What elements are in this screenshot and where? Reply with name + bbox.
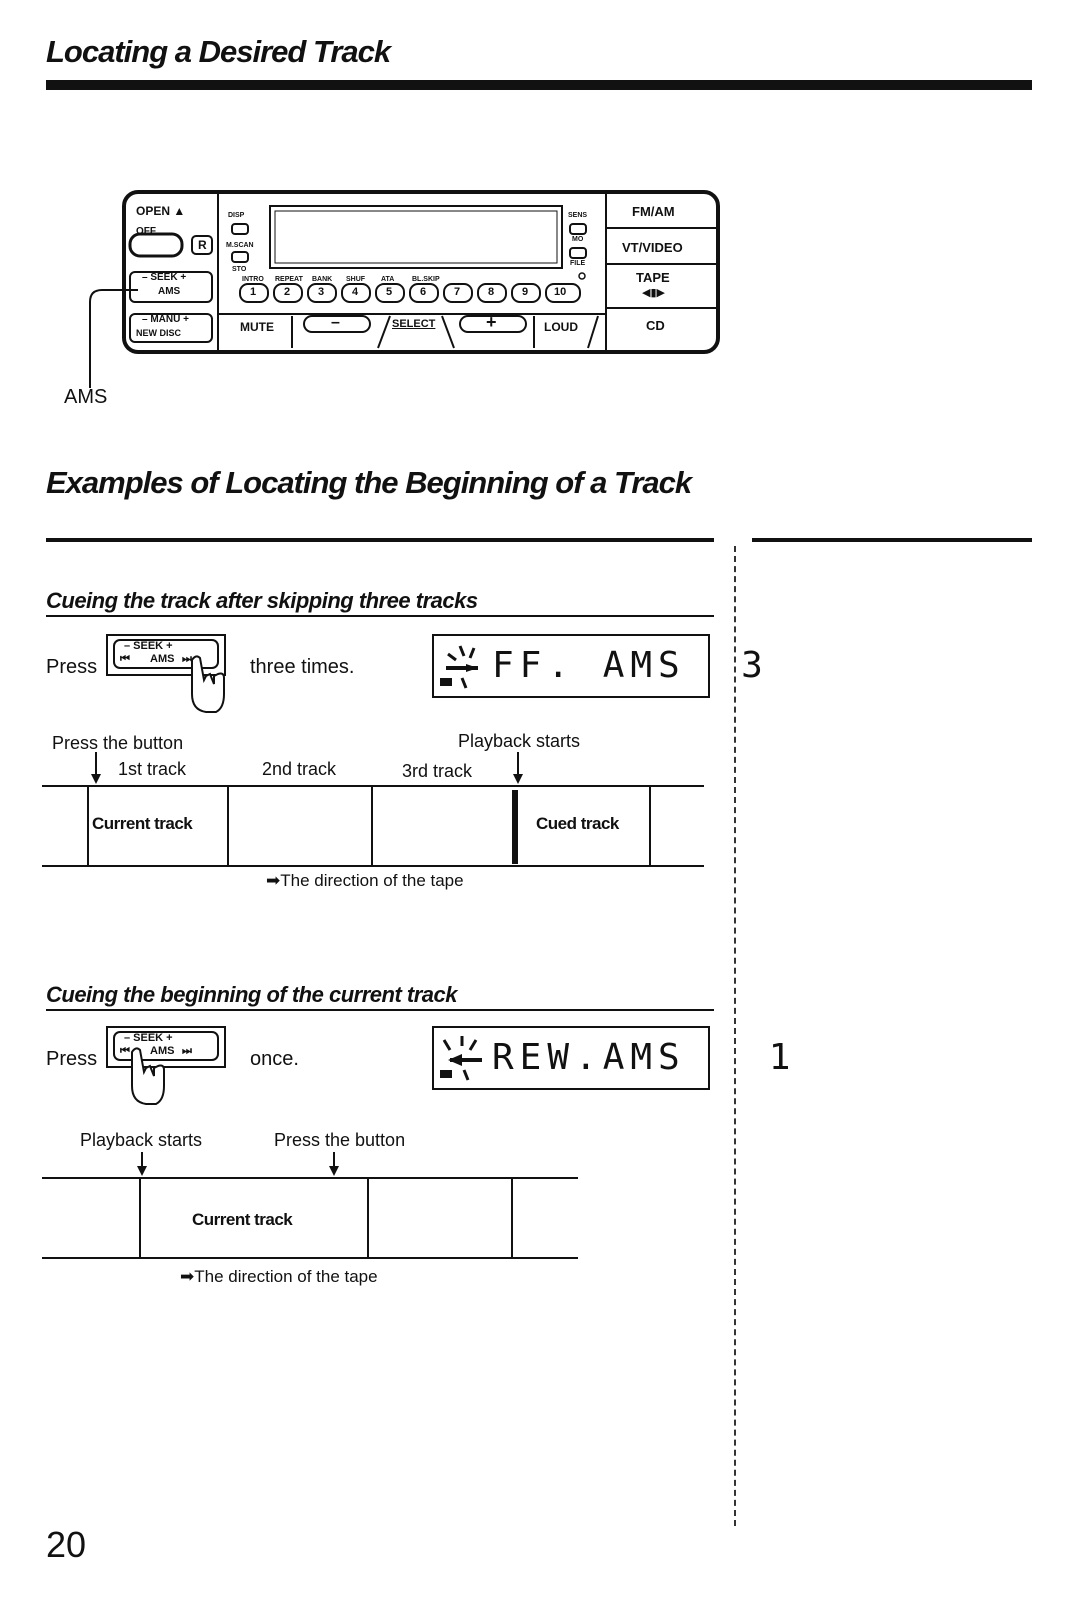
section-rule [46,538,714,542]
preset-label-shuf: SHUF [346,276,366,283]
cd-label: CD [646,318,665,333]
prev-icon: ⏮ [120,653,130,665]
page-title: Locating a Desired Track [46,34,391,69]
sens-label: SENS [568,212,588,219]
mo-label: MO [572,236,584,243]
example2-press-the-button: Press the button [274,1130,406,1150]
preset-label-ata: ATA [381,276,395,283]
preset-6: 6 [420,286,427,298]
ams-callout-line [80,280,140,390]
ams-callout-label: AMS [64,386,108,408]
mute-label: MUTE [240,320,274,334]
example1-press-the-button: Press the button [52,733,184,753]
example2-subtitle: Cueing the beginning of the current track [46,982,457,1007]
sto-label: STO [232,266,247,273]
seek-label: – SEEK + [142,272,187,283]
preset-3: 3 [318,286,325,298]
preset-1: 1 [250,286,257,298]
title-rule [46,80,1032,90]
off-button-label: OFF [136,226,156,237]
example2-lcd-display [432,1026,797,1090]
example1-ams-button [106,634,228,720]
example2-ams-button [106,1026,228,1112]
example1-lcd-text: FF. AMS 3 [492,645,769,686]
preset-label-blskip: BL.SKIP [412,276,440,283]
r-button-label: R [198,238,207,252]
section-title: Examples of Locating the Beginning of a Track [46,465,692,500]
fmam-label: FM/AM [632,204,675,219]
example2-direction: ➡The direction of the tape [180,1267,378,1286]
example2-playback-starts: Playback starts [80,1130,203,1150]
track-label-1st: 1st track [118,759,187,779]
example1-press-label: Press [46,656,98,678]
file-label: FILE [570,260,586,267]
example1-direction: ➡The direction of the tape [266,871,464,890]
right-column-rule [752,538,1032,542]
loud-label: LOUD [544,320,578,334]
plus-label: + [486,312,497,332]
preset-2: 2 [284,286,291,298]
next-icon: ⏭ [182,1045,192,1057]
preset-10: 10 [554,286,567,298]
track-label-2nd: 2nd track [262,759,337,779]
mscan-label: M.SCAN [226,242,254,249]
tape-arrows-icon: ◀▮▶ [642,287,665,299]
open-button-label: OPEN ▲ [136,204,186,218]
example1-current-track: Current track [92,814,193,833]
ams-button-seek-label: – SEEK + [124,640,173,652]
preset-5: 5 [386,286,393,298]
new-disc-label: NEW DISC [136,328,181,338]
example2-lcd-text: REW.AMS 1 [492,1037,797,1078]
example2-times-label: once. [250,1048,299,1070]
ams-button-ams-label: AMS [150,653,175,665]
preset-4: 4 [352,286,359,298]
preset-8: 8 [488,286,495,298]
example1-rule [46,615,714,617]
vtvideo-label: VT/VIDEO [622,240,683,255]
preset-label-repeat: REPEAT [275,276,303,283]
disp-label: DISP [228,212,245,219]
preset-9: 9 [522,286,529,298]
lcd-blink-icon [438,1034,488,1082]
example2-press-label: Press [46,1048,98,1070]
example1-playback-starts: Playback starts [458,731,581,751]
example2-current-track: Current track [192,1210,293,1229]
example1-times-label: three times. [250,656,355,678]
page-number: 20 [46,1524,87,1565]
example2-rule [46,1009,714,1011]
minus-label: – [331,314,340,331]
example2-tape-diagram [40,1150,580,1264]
lcd-blink-icon [438,642,488,690]
preset-label-bank: BANK [312,276,333,283]
example1-cued-track: Cued track [536,814,619,833]
ams-button-ams-label: AMS [150,1045,175,1057]
select-label: SELECT [392,318,436,330]
example1-tape-diagram [40,750,712,870]
ams-label: AMS [158,286,181,297]
example1-lcd-display [432,634,769,698]
preset-label-intro: INTRO [242,276,264,283]
ams-button-seek-label: – SEEK + [124,1032,173,1044]
next-icon: ⏭ [182,653,192,665]
manu-label: – MANU + [142,314,189,325]
tape-label: TAPE [636,270,670,285]
preset-7: 7 [454,286,461,298]
prev-icon: ⏮ [120,1045,130,1057]
track-label-3rd: 3rd track [402,761,473,781]
device-illustration [122,190,722,356]
example1-subtitle: Cueing the track after skipping three tracks [46,588,478,613]
